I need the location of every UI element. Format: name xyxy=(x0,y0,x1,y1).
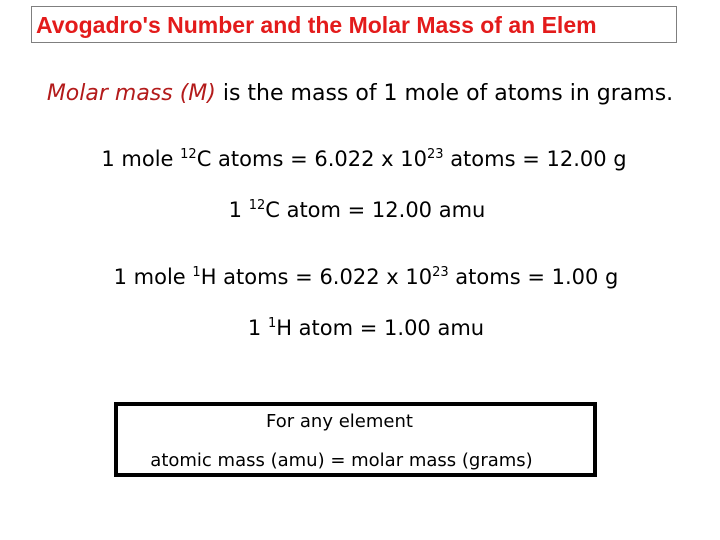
hydrogen-mole-equation xyxy=(6,263,720,291)
molar-mass-term: Molar mass (M) xyxy=(46,81,216,106)
summary-line-1: For any element xyxy=(266,411,413,432)
carbon-isotope-superscript: 12 xyxy=(180,147,197,162)
carbon-atom-equation xyxy=(0,196,717,224)
avogadro-exponent: 23 xyxy=(426,147,444,162)
hydrogen-mole-part-b: H atoms = 6.022 x 10 xyxy=(200,265,433,289)
molar-mass-definition xyxy=(0,80,720,108)
definition-text: is the mass of 1 mole of atoms in grams. xyxy=(215,81,674,106)
hydrogen-avogadro-exponent: 23 xyxy=(432,265,449,280)
hydrogen-atom-isotope-superscript: 1 xyxy=(267,316,277,331)
carbon-atom-part-b: C atom = 12.00 amu xyxy=(265,198,486,222)
title-box xyxy=(31,6,677,43)
hydrogen-atom-part-b: H atom = 1.00 amu xyxy=(276,316,485,340)
summary-line-2: atomic mass (amu) = molar mass (grams) xyxy=(150,450,533,471)
hydrogen-atom-part-a: 1 xyxy=(247,316,268,340)
carbon-mole-part-c: atoms = 12.00 g xyxy=(443,147,627,171)
carbon-mole-equation xyxy=(4,145,720,173)
summary-box xyxy=(114,402,597,477)
slide-title: Avogadro's Number and the Molar Mass of an Elem xyxy=(36,12,597,38)
carbon-atom-part-a: 1 xyxy=(228,198,249,222)
hydrogen-mole-part-a: 1 mole xyxy=(113,265,193,289)
carbon-atom-isotope-superscript: 12 xyxy=(248,198,266,213)
hydrogen-mole-part-c: atoms = 1.00 g xyxy=(448,265,619,289)
carbon-mole-part-b: C atoms = 6.022 x 10 xyxy=(196,147,427,171)
carbon-mole-part-a: 1 mole xyxy=(101,147,181,171)
hydrogen-isotope-superscript: 1 xyxy=(192,265,201,280)
hydrogen-atom-equation xyxy=(6,314,720,342)
